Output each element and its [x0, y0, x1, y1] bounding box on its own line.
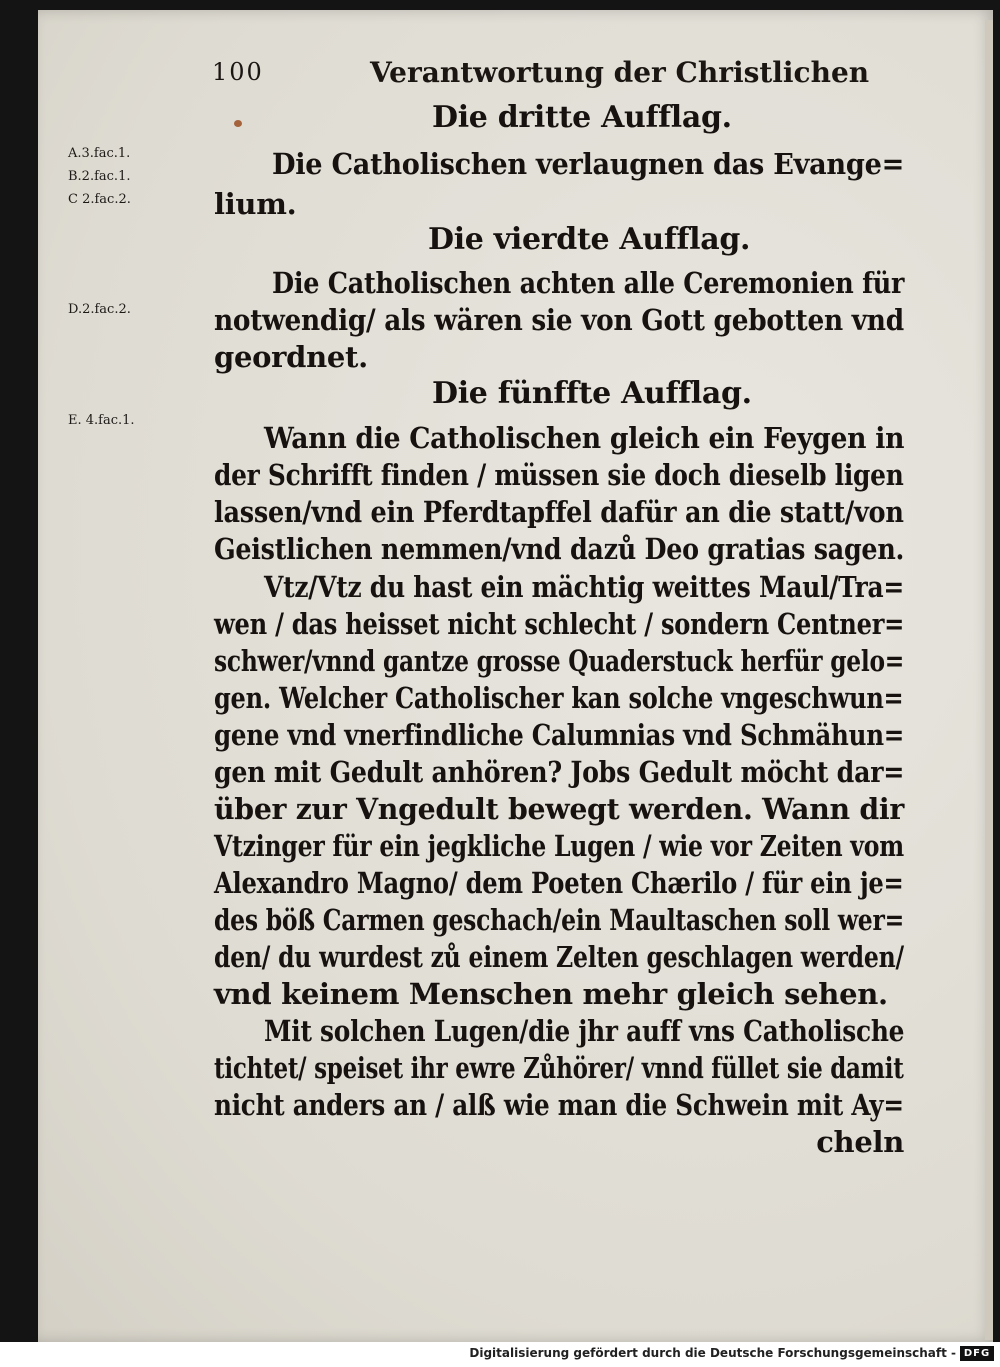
page-edge	[985, 20, 993, 1340]
text-line: vnd keinem Menschen mehr gleich sehen.	[214, 977, 888, 1011]
text-line: notwendig/ als wären sie von Gott gebotten vnd	[214, 303, 904, 337]
ink-spot	[234, 120, 242, 127]
footer-bar	[0, 1342, 1000, 1367]
text-line: geordnet.	[214, 340, 368, 374]
funding-credit: Digitalisierung gefördert durch die Deutsche Forschungsgemeinschaft -	[469, 1346, 956, 1360]
text-line: gen mit Gedult anhören? Jobs Gedult möcht dar=	[214, 755, 905, 789]
text-line: Alexandro Magno/ dem Poeten Chærilo / für ein je=	[214, 866, 904, 900]
catchword: cheln	[816, 1125, 904, 1159]
section-heading: Die vierdte Aufflag.	[428, 222, 751, 257]
margin-note: D.2.fac.2.	[68, 302, 131, 317]
text-line: Vtz/Vtz du hast ein mächtig weittes Maul/Tra=	[264, 570, 905, 604]
text-line: lassen/vnd ein Pferdtapffel dafür an die statt/von	[214, 495, 904, 529]
dfg-logo: DFG	[960, 1346, 994, 1361]
text-line: Geistlichen nemmen/vnd dazů Deo gratias sagen.	[214, 532, 905, 566]
text-line: lium.	[214, 187, 297, 221]
text-line: über zur Vngedult bewegt werden. Wann dir	[214, 792, 905, 826]
running-head: Verantwortung der Christlichen	[370, 56, 870, 89]
text-line: tichtet/ speiset ihr ewre Zůhörer/ vnnd füllet sie damit	[214, 1051, 904, 1085]
text-line: Mit solchen Lugen/die jhr auff vns Catholische	[264, 1014, 905, 1048]
text-line: gen. Welcher Catholischer kan solche vngeschwun=	[214, 681, 904, 715]
margin-note: B.2.fac.1.	[68, 169, 131, 184]
page-number: 100	[212, 58, 264, 86]
text-line: nicht anders an / alß wie man die Schwein mit Ay=	[214, 1088, 904, 1122]
text-line: der Schrifft finden / müssen sie doch dieselb ligen	[214, 458, 904, 492]
text-line: gene vnd vnerfindliche Calumnias vnd Schmähun=	[214, 718, 905, 752]
text-line: Vtzinger für ein jegkliche Lugen / wie vor Zeiten vom	[214, 829, 904, 863]
section-heading: Die fünffte Aufflag.	[432, 376, 752, 411]
text-line: schwer/vnnd gantze grosse Quaderstuck herfür gelo=	[214, 644, 905, 678]
text-line: Die Catholischen verlaugnen das Evange=	[272, 147, 905, 181]
text-line: Wann die Catholischen gleich ein Feygen in	[264, 421, 905, 455]
margin-note: C 2.fac.2.	[68, 192, 131, 207]
text-line: des böß Carmen geschach/ein Maultaschen soll wer=	[214, 903, 905, 937]
page-header	[212, 56, 912, 96]
text-line: den/ du wurdest zů einem Zelten geschlagen werden/	[214, 940, 904, 974]
text-line: wen / das heisset nicht schlecht / sondern Centner=	[214, 607, 905, 641]
margin-note: E. 4.fac.1.	[68, 413, 135, 428]
margin-note: A.3.fac.1.	[68, 146, 131, 161]
section-heading: Die dritte Aufflag.	[432, 100, 732, 135]
text-line: Die Catholischen achten alle Ceremonien für	[272, 266, 905, 300]
